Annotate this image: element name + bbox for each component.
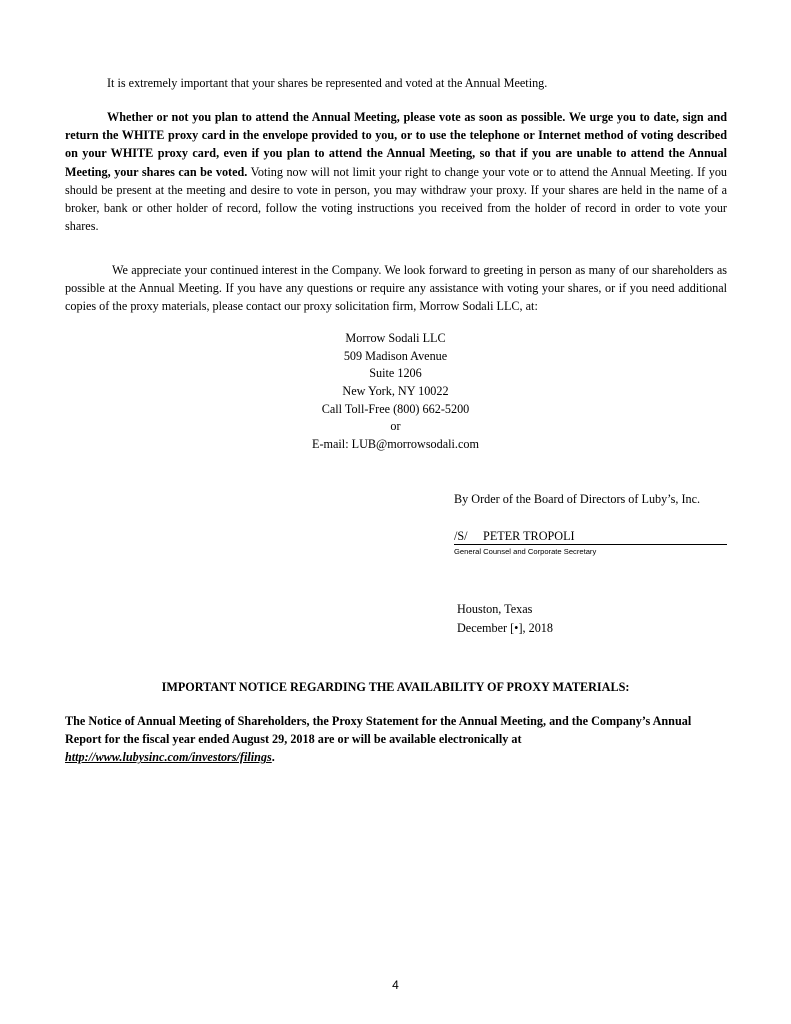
notice-heading: IMPORTANT NOTICE REGARDING THE AVAILABILITY OF PROXY MATERIALS: bbox=[161, 680, 630, 694]
proxy-solicitor-address bbox=[0, 330, 791, 454]
address-line-street: 509 Madison Avenue bbox=[343, 348, 448, 363]
address-line-phone: Call Toll-Free (800) 662-5200 bbox=[321, 401, 470, 416]
vote-urge-regular-text: Voting now will not limit your right to change your vote or to attend the Annual Meeting. If you should be present at the meeting and desire to vote in person, you may withdraw your proxy. If your shares are held in the name of a broker, bank or other holder of record, follow the voting instructions you received from the holder of record in order to vote your shares. bbox=[65, 164, 728, 234]
by-order-text: By Order of the Board of Directors of Luby’s, Inc. bbox=[454, 492, 701, 506]
address-line-suite: Suite 1206 bbox=[369, 366, 422, 381]
address-line-city: New York, NY 10022 bbox=[342, 384, 449, 399]
vote-urge-paragraph bbox=[65, 108, 727, 235]
place-and-date bbox=[457, 600, 553, 638]
notice-end-period: . bbox=[271, 750, 275, 765]
importance-paragraph: It is extremely important that your shares be represented and voted at the Annual Meeting. bbox=[107, 76, 548, 90]
signature-line bbox=[454, 528, 727, 545]
address-line-or: or bbox=[390, 419, 401, 434]
signer-title: General Counsel and Corporate Secretary bbox=[454, 547, 597, 556]
vote-urge-bold-text: Whether or not you plan to attend the Annual Meeting, please vote as soon as possible. We urge you to date, sign and return the WHITE proxy card in the envelope provided to you, or to use the telephone or Internet method of voting described on your WHITE proxy card, even if you plan to attend the Annual Meeting, so that if you are unable to attend the Annual Meeting, your shares can be voted. bbox=[65, 110, 727, 179]
date-text: December [•], 2018 bbox=[457, 621, 553, 635]
notice-body-text: The Notice of Annual Meeting of Shareholders, the Proxy Statement for the Annual Meeting, and the Company’s Annual Report for the fiscal year ended August 29, 2018 are or will be available electronically at bbox=[65, 714, 692, 747]
city-text: Houston, Texas bbox=[457, 602, 533, 616]
notice-paragraph bbox=[65, 712, 727, 767]
signature-mark: /S/ bbox=[454, 529, 468, 543]
page-number: 4 bbox=[392, 978, 399, 992]
filings-link[interactable]: http://www.lubysinc.com/investors/filings bbox=[65, 750, 272, 765]
address-line-name: Morrow Sodali LLC bbox=[345, 331, 446, 345]
address-line-email: E-mail: LUB@morrowsodali.com bbox=[312, 437, 479, 452]
appreciation-paragraph: We appreciate your continued interest in the Company. We look forward to greeting in person as many of our shareholders as possible at the Annual Meeting. If you have any questions or require any assistance with voting your shares, or if you need additional copies of the proxy materials, please contact our proxy solicitation firm, Morrow Sodali LLC, at: bbox=[65, 263, 727, 314]
signer-name: PETER TROPOLI bbox=[483, 529, 575, 543]
